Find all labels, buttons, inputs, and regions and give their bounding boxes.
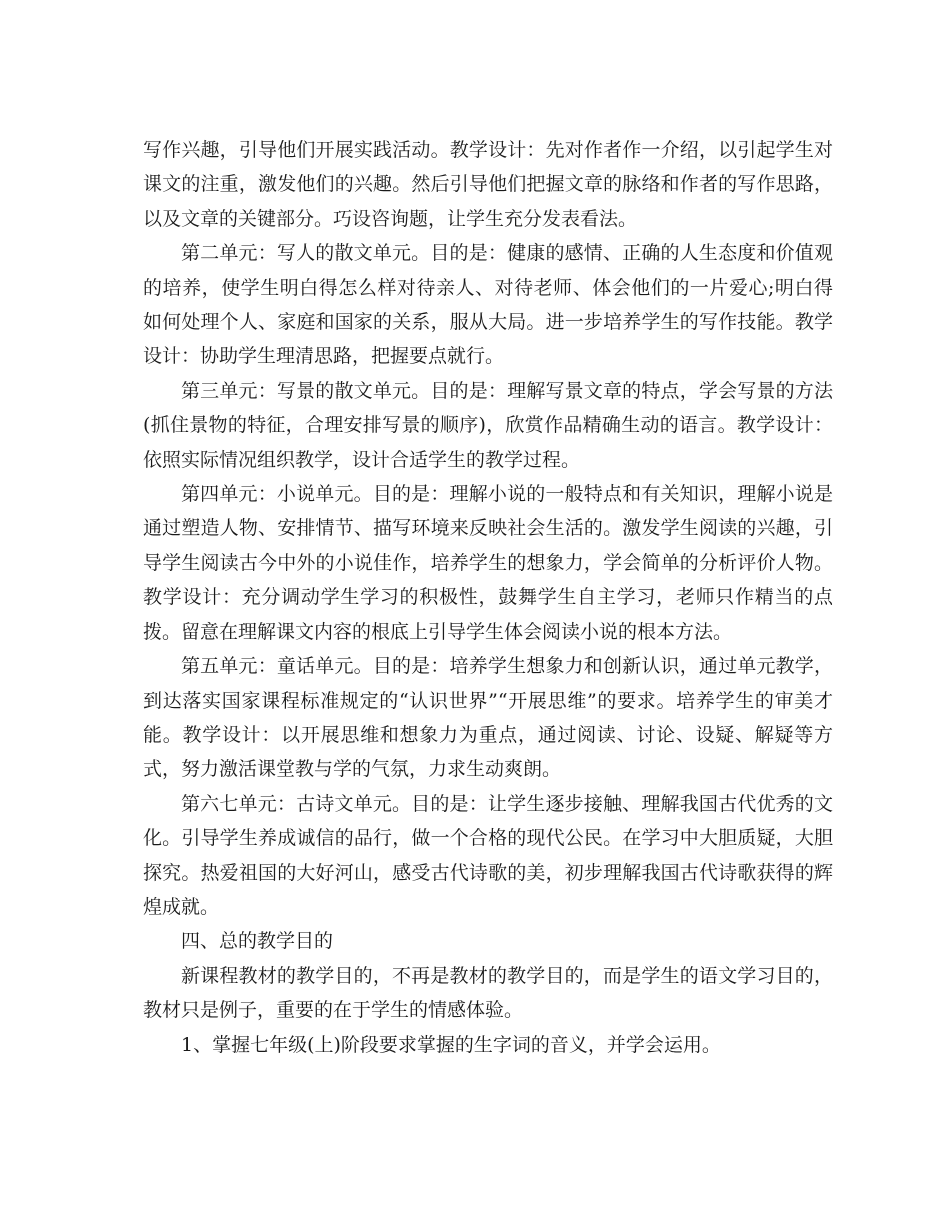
paragraph-unit-six-seven: 第六七单元：古诗文单元。目的是：让学生逐步接触、理解我国古代优秀的文化。引导学生养成诚信的品行，做一个合格的现代公民。在学习中大胆质疑，大胆探究。热爱祖国的大好河山，感受古代诗歌的美，初步理解我国古代诗歌获得的辉煌成就。 <box>143 792 833 918</box>
paragraph-intro-continuation: 写作兴趣，引导他们开展实践活动。教学设计：先对作者作一介绍，以引起学生对课文的注重，激发他们的兴趣。然后引导他们把握文章的脉络和作者的写作思路，以及文章的关键部分。巧设咨询题，让学生充分发表看法。 <box>143 139 833 230</box>
paragraph-teaching-goals-intro: 新课程教材的教学目的，不再是教材的教学目的，而是学生的语文学习目的，教材只是例子，重要的在于学生的情感体验。 <box>143 964 833 1022</box>
list-item-goal-1: 1、掌握七年级(上)阶段要求掌握的生字词的音义，并学会运用。 <box>181 1033 721 1056</box>
paragraph-unit-four: 第四单元：小说单元。目的是：理解小说的一般特点和有关知识，理解小说是通过塑造人物、安排情节、描写环境来反映社会生活的。激发学生阅读的兴趣，引导学生阅读古今中外的小说佳作，培养学生的想象力，学会简单的分析评价人物。教学设计：充分调动学生学习的积极性，鼓舞学生自主学习，老师只作精当的点拨。留意在理解课文内容的根底上引导学生体会阅读小说的根本方法。 <box>143 483 833 643</box>
paragraph-unit-two: 第二单元：写人的散文单元。目的是：健康的感情、正确的人生态度和价值观的培养，使学生明白得怎么样对待亲人、对待老师、体会他们的一片爱心;明白得如何处理个人、家庭和国家的关系，服从大局。进一步培养学生的写作技能。教学设计：协助学生理清思路，把握要点就行。 <box>143 242 833 368</box>
paragraph-unit-three: 第三单元：写景的散文单元。目的是：理解写景文章的特点，学会写景的方法(抓住景物的特征，合理安排写景的顺序)，欣赏作品精确生动的语言。教学设计：依照实际情况组织教学，设计合适学生的教学过程。 <box>143 379 833 471</box>
section-heading-teaching-goals: 四、总的教学目的 <box>181 930 334 953</box>
document-body <box>143 133 833 1062</box>
paragraph-unit-five: 第五单元：童话单元。目的是：培养学生想象力和创新认识，通过单元教学，到达落实国家课程标准规定的“认识世界”“开展思维”的要求。培养学生的审美才能。教学设计：以开展思维和想象力为重点，通过阅读、讨论、设疑、解疑等方式，努力激活课堂教与学的气氛，力求生动爽朗。 <box>143 655 833 781</box>
